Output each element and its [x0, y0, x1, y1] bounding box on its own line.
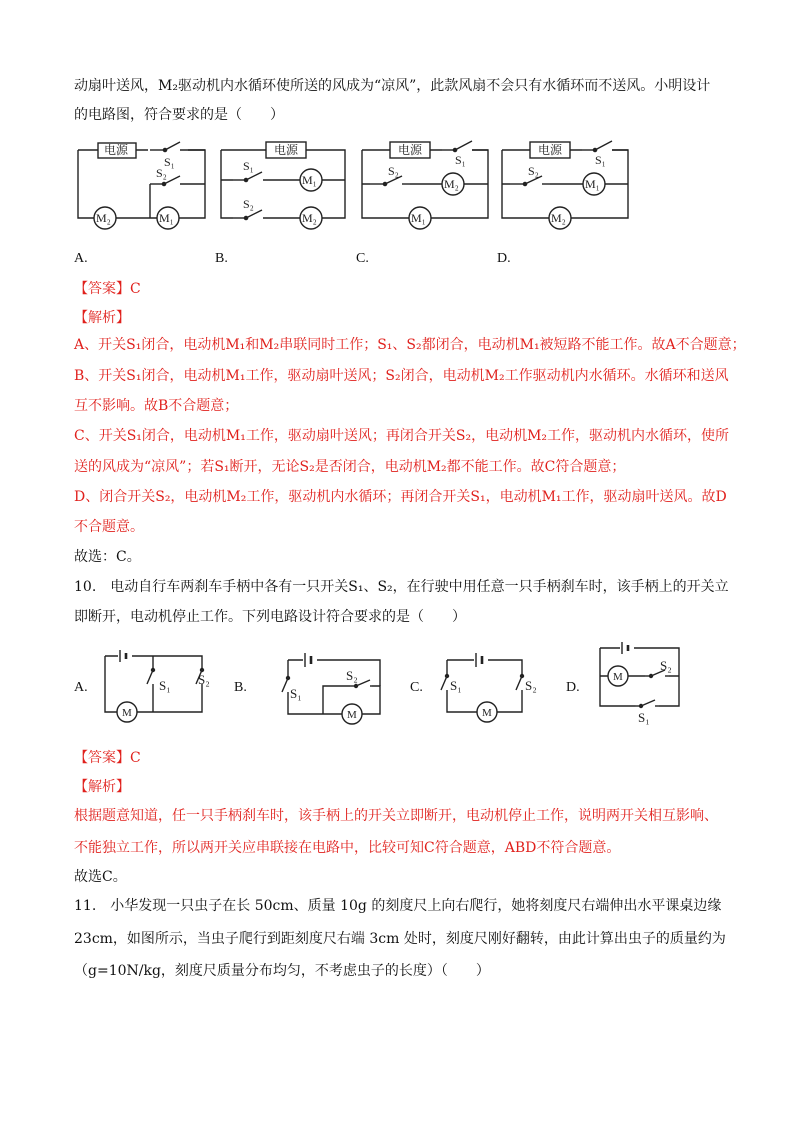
q10-analysis-line: 不能独立工作，所以两开关应串联接在电路中，比较可知C符合题意，ABD不符合题意。 — [74, 840, 621, 856]
q10-circuit-a — [105, 650, 209, 722]
q10-option-d: D. — [566, 680, 580, 695]
q9b-s2-label: S₂ — [243, 197, 254, 211]
q9-choice: 故选：C。 — [74, 549, 141, 565]
q9d-m1-label: M₁ — [585, 177, 600, 191]
q9-analysis-line: 送的风成为“凉风”；若S₁断开，无论S₂是否闭合，电动机M₂都不能工作。故C符合题意； — [74, 459, 626, 475]
q9c-s1-label: S₁ — [455, 153, 466, 167]
q9d-s2-label: S₂ — [528, 164, 539, 178]
q9-stem-line1: 动扇叶送风，M₂驱动机内水循环使所送的风成为“凉风”，此款风扇不会只有水循环而不送风。小明设计 — [74, 78, 711, 94]
q9b-power-label: 电源 — [274, 143, 299, 157]
q9c-m2-label: M₂ — [444, 177, 459, 191]
q10b-s2-label: S₂ — [346, 668, 358, 683]
q9-option-c: C. — [356, 251, 369, 266]
q9-diagrams — [0, 132, 800, 242]
q9b-m1-label: M₁ — [302, 173, 317, 187]
q9-stem-line2: 的电路图，符合要求的是（ ） — [74, 107, 284, 123]
q9c-power-label: 电源 — [398, 143, 423, 157]
q9a-s1-label: S₁ — [164, 155, 175, 169]
q10d-m-label: M — [613, 671, 623, 683]
q9a-m2-label: M₂ — [96, 211, 111, 225]
q9-analysis-line: D、闭合开关S₂，电动机M₂工作，驱动机内水循环；再闭合开关S₁，电动机M₁工作，驱动扇叶送风。故D — [74, 489, 727, 505]
q10d-s1-label: S₁ — [638, 710, 650, 725]
q9-answer: 【答案】C — [74, 281, 141, 297]
q11-line: 23cm，如图所示，当虫子爬行到距刻度尺右端 3cm 处时，刻度尺刚好翻转，由此计算出虫子的质量约为 — [74, 931, 726, 947]
q9-option-a: A. — [74, 251, 88, 266]
q10-choice: 故选C。 — [74, 869, 127, 885]
q10-analysis-title: 【解析】 — [74, 779, 130, 795]
q10c-m-label: M — [482, 707, 492, 719]
q10c-s1-label: S₁ — [450, 678, 462, 693]
q10-option-c: C. — [410, 680, 423, 695]
q9a-power-label: 电源 — [104, 143, 129, 157]
q10-circuit-d — [600, 642, 679, 712]
q9d-s1-label: S₁ — [595, 153, 606, 167]
q9d-power-label: 电源 — [538, 143, 563, 157]
q9b-s1-label: S₁ — [243, 159, 254, 173]
q9b-m2-label: M₂ — [302, 211, 317, 225]
q10-option-a: A. — [74, 680, 88, 695]
q9c-m1-label: M₁ — [411, 211, 426, 225]
q10b-m-label: M — [347, 709, 357, 721]
q10a-s1-label: S₁ — [159, 678, 171, 693]
q9-analysis-line: A、开关S₁闭合，电动机M₁和M₂串联同时工作；S₁、S₂都闭合，电动机M₁被短路不能工作。故A不合题意； — [74, 337, 746, 353]
q10a-s2-label: S₂ — [198, 672, 210, 687]
q9a-m1-label: M₁ — [159, 211, 174, 225]
q10-diagrams — [0, 640, 800, 730]
q9-option-b: B. — [215, 251, 228, 266]
q9-analysis-line: B、开关S₁闭合，电动机M₁工作，驱动扇叶送风；S₂闭合，电动机M₂工作驱动机内水循环。水循环和送风 — [74, 368, 729, 384]
q9-analysis-line: 不合题意。 — [74, 519, 144, 535]
q10c-s2-label: S₂ — [525, 678, 537, 693]
q10-answer: 【答案】C — [74, 750, 141, 766]
q9d-m2-label: M₂ — [551, 211, 566, 225]
q10d-s2-label: S₂ — [660, 658, 672, 673]
q9a-s2-label: S₂ — [156, 166, 167, 180]
q9c-s2-label: S₂ — [388, 164, 399, 178]
q11-line: （g=10N/kg，刻度尺质量分布均匀，不考虑虫子的长度）（ ） — [74, 963, 490, 979]
q10-stem-line2: 即断开，电动机停止工作。下列电路设计符合要求的是（ ） — [74, 609, 466, 625]
q10-option-b: B. — [234, 680, 247, 695]
q9-option-d: D. — [497, 251, 511, 266]
q10-stem-line1: 10. 电动自行车两刹车手柄中各有一只开关S₁、S₂，在行驶中用任意一只手柄刹车时，该手柄上的开关立 — [74, 579, 729, 595]
q9-analysis-title: 【解析】 — [74, 310, 130, 326]
q11-line: 11. 小华发现一只虫子在长 50cm、质量 10g 的刻度尺上向右爬行，她将刻度尺右端伸出水平课桌边缘 — [74, 898, 722, 914]
q10b-s1-label: S₁ — [290, 686, 302, 701]
q10a-m-label: M — [122, 707, 132, 719]
q9-analysis-line: C、开关S₁闭合，电动机M₁工作，驱动扇叶送风；再闭合开关S₂，电动机M₂工作，驱动机内水循环，使所 — [74, 428, 730, 444]
q10-analysis-line: 根据题意知道，任一只手柄刹车时，该手柄上的开关立即断开，电动机停止工作，说明两开关相互影响、 — [74, 808, 718, 824]
q9-analysis-line: 互不影响。故B不合题意； — [74, 398, 239, 414]
